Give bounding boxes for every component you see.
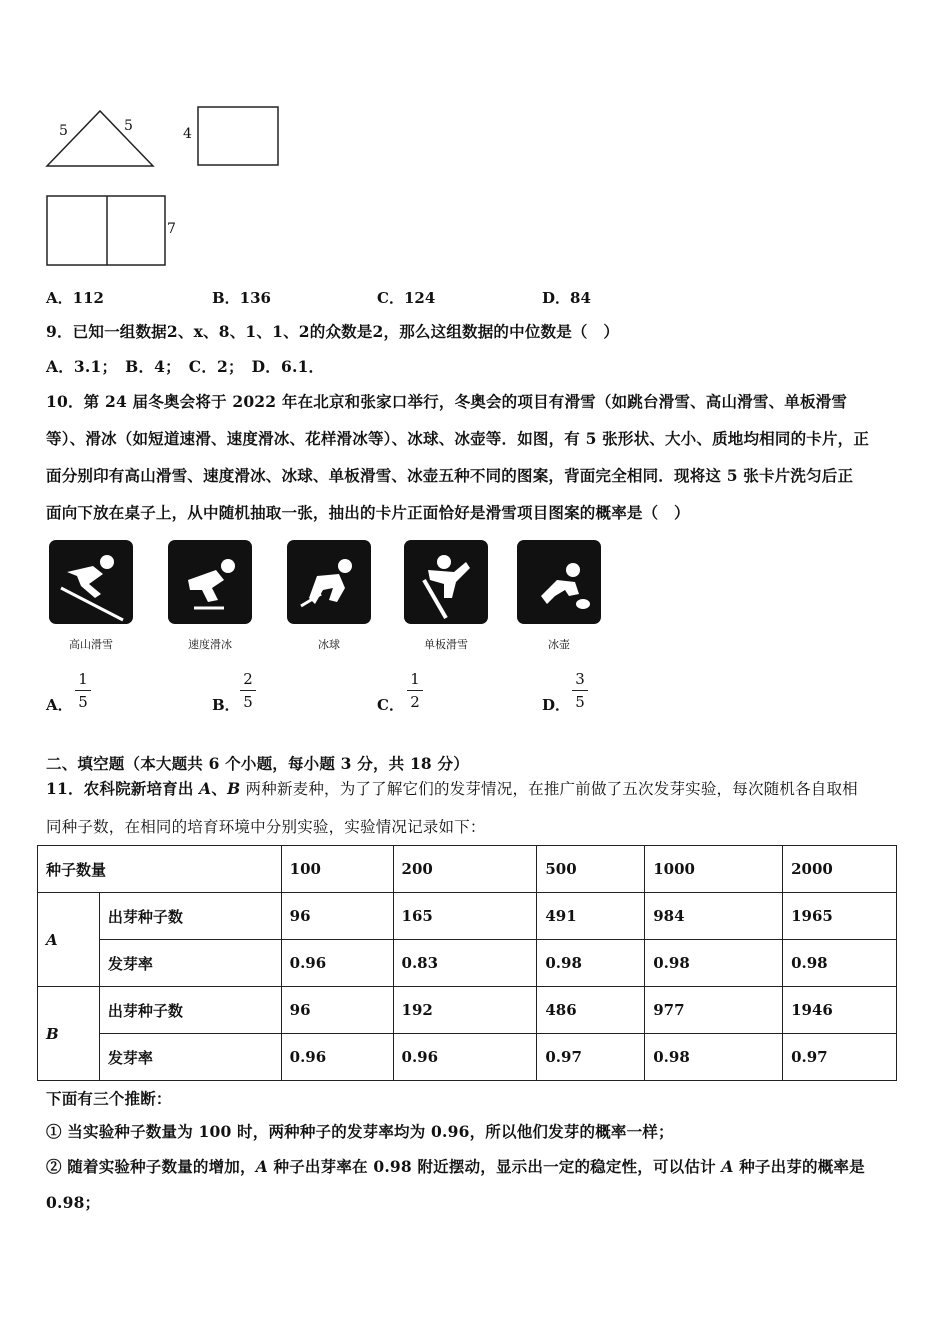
header-count: 200	[393, 846, 537, 893]
inference-2-variety-a: A	[255, 1157, 268, 1176]
table-header-row	[38, 846, 897, 893]
header-seed-count: 种子数量	[38, 846, 282, 893]
table-cell: 491	[537, 893, 645, 940]
caption-snowboard: 单板滑雪	[424, 638, 468, 651]
ice-hockey-pictogram	[287, 540, 371, 624]
double-rectangle-shape	[47, 196, 165, 265]
fraction-denominator: 5	[575, 693, 585, 711]
row-label: 发芽率	[99, 940, 281, 987]
caption-ice-hockey: 冰球	[318, 638, 340, 651]
table-cell: 0.96	[281, 1034, 393, 1081]
header-count: 2000	[783, 846, 897, 893]
table-cell: 1946	[783, 987, 897, 1034]
table-cell: 486	[537, 987, 645, 1034]
fraction-numerator: 3	[575, 670, 585, 688]
caption-alpine-skiing: 高山滑雪	[69, 638, 113, 651]
q10-option-d-fraction	[570, 669, 590, 712]
q11-variety-b: B	[227, 779, 241, 798]
q10-option-a-label: A．	[46, 696, 73, 714]
table-cell: 96	[281, 987, 393, 1034]
table-cell: 0.97	[537, 1034, 645, 1081]
table-cell: 192	[393, 987, 537, 1034]
speed-skating-pictogram	[168, 540, 252, 624]
table-row	[38, 1034, 897, 1081]
q9-text: 9．已知一组数据2、x、8、1、1、2的众数是2，那么这组数据的中位数是（ ）	[46, 322, 620, 341]
q10-option-c-fraction	[405, 669, 425, 712]
row-label: 出芽种子数	[99, 893, 281, 940]
q8-figure	[0, 0, 300, 280]
q10-option-a-fraction	[73, 669, 93, 712]
q8-option-a: A．112	[46, 289, 104, 307]
caption-curling: 冰壶	[548, 638, 570, 651]
alpine-skiing-pictogram	[49, 540, 133, 624]
inference-2-part-b: 种子出芽率在 0.98 附近摆动，显示出一定的稳定性，可以估计	[267, 1157, 722, 1176]
row-label: 出芽种子数	[99, 987, 281, 1034]
inference-2-variety-a-2: A	[721, 1157, 734, 1176]
q10-option-b-fraction	[238, 669, 258, 712]
table-cell: 0.98	[645, 940, 783, 987]
q11-line-1	[46, 777, 858, 799]
fraction-numerator: 1	[78, 670, 88, 688]
group-label-a: A	[38, 893, 100, 987]
table-cell: 0.83	[393, 940, 537, 987]
inference-1: ① 当实验种子数量为 100 时，两种种子的发芽率均为 0.96，所以他们发芽的概率一样；	[46, 1122, 674, 1141]
triangle-right-label: 5	[124, 118, 133, 134]
q8-option-c: C．124	[377, 289, 436, 307]
q10-line-1: 10．第 24 届冬奥会将于 2022 年在北京和张家口举行，冬奥会的项目有滑雪（如跳台滑雪、高山滑雪、单板滑雪	[46, 392, 848, 411]
table-cell: 984	[645, 893, 783, 940]
fraction-numerator: 2	[243, 670, 253, 688]
rectangle-shape	[198, 107, 278, 165]
fraction-denominator: 5	[243, 693, 253, 711]
table-cell: 0.98	[645, 1034, 783, 1081]
q8-option-d: D．84	[542, 289, 591, 307]
table-cell: 0.98	[537, 940, 645, 987]
snowboard-pictogram	[404, 540, 488, 624]
table-cell: 0.98	[783, 940, 897, 987]
q10-line-4: 面向下放在桌子上，从中随机抽取一张，抽出的卡片正面恰好是滑雪项目图案的概率是（ ）	[46, 503, 690, 522]
table-cell: 977	[645, 987, 783, 1034]
group-label-b: B	[38, 987, 100, 1081]
inference-2-line-2: 0.98；	[46, 1193, 101, 1212]
table-cell: 96	[281, 893, 393, 940]
inference-2-part-c: 种子出芽的概率是	[733, 1157, 865, 1176]
table-row	[38, 893, 897, 940]
table-cell: 0.96	[393, 1034, 537, 1081]
table-row	[38, 987, 897, 1034]
germination-table	[37, 845, 897, 1081]
double-rectangle-side-label: 7	[167, 221, 176, 237]
inference-2-part-a: ② 随着实验种子数量的增加，	[46, 1157, 256, 1176]
table-cell: 0.97	[783, 1034, 897, 1081]
q10-line-2: 等）、滑冰（如短道速滑、速度滑冰、花样滑冰等）、冰球、冰壶等．如图，有 5 张形状、大小、质地均相同的卡片，正	[46, 429, 870, 448]
table-row	[38, 940, 897, 987]
header-count: 1000	[645, 846, 783, 893]
fraction-denominator: 5	[78, 693, 88, 711]
fraction-numerator: 1	[410, 670, 420, 688]
q11-variety-a: A	[199, 779, 212, 798]
q8-option-b: B．136	[212, 289, 271, 307]
rectangle-side-label: 4	[183, 126, 192, 142]
q9-options: A．3.1； B．4； C．2； D．6.1．	[46, 357, 325, 376]
header-count: 500	[537, 846, 645, 893]
q11-line-2: 同种子数，在相同的培育环境中分别实验，实验情况记录如下：	[46, 818, 486, 836]
q10-option-b-label: B．	[212, 696, 240, 714]
fraction-denominator: 2	[410, 693, 420, 711]
header-count: 100	[281, 846, 393, 893]
q10-option-c-label: C．	[377, 696, 404, 714]
q10-option-d-label: D．	[542, 696, 571, 714]
inference-2	[46, 1155, 865, 1177]
inferences-intro: 下面有三个推断：	[46, 1089, 172, 1108]
table-cell: 1965	[783, 893, 897, 940]
table-cell: 165	[393, 893, 537, 940]
section-heading: 二、填空题（本大题共 6 个小题，每小题 3 分，共 18 分）	[46, 754, 469, 773]
caption-speed-skating: 速度滑冰	[188, 638, 232, 651]
table-cell: 0.96	[281, 940, 393, 987]
q11-prefix: 11．农科院新培育出	[46, 779, 200, 798]
q10-line-3: 面分别印有高山滑雪、速度滑冰、冰球、单板滑雪、冰壶五种不同的图案，背面完全相同．现将这 5 张卡片洗匀后正	[46, 466, 854, 485]
q11-separator: 、	[211, 779, 228, 798]
row-label: 发芽率	[99, 1034, 281, 1081]
curling-pictogram	[517, 540, 601, 624]
triangle-left-label: 5	[59, 123, 68, 139]
q11-line-1-rest: 两种新麦种，为了了解它们的发芽情况，在推广前做了五次发芽实验，每次随机各自取相	[240, 780, 858, 798]
